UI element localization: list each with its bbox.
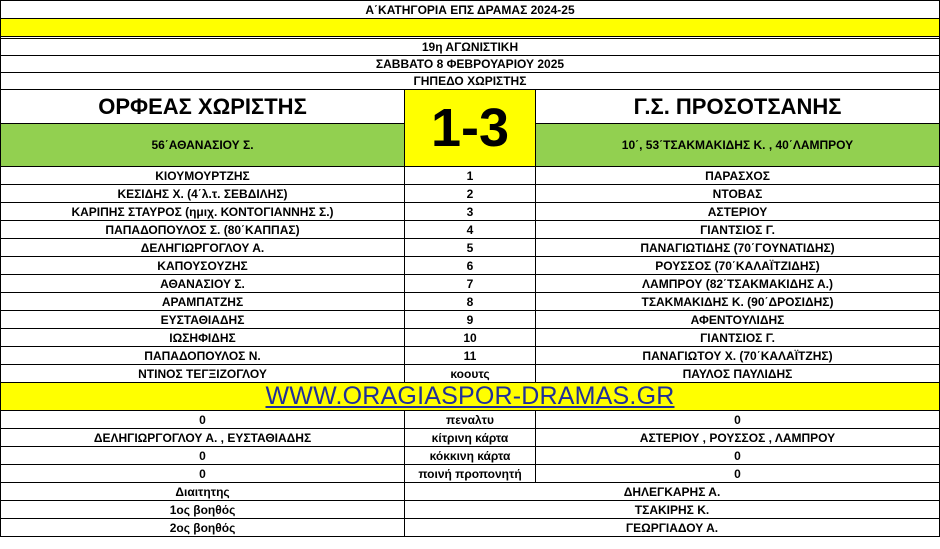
lineup-home-player: ΑΡΑΜΠΑΤΖΗΣ [0, 292, 405, 311]
lineup-away-player: ΓΙΑΝΤΣΙΟΣ Γ. [535, 220, 940, 239]
lineup-away-player: ΠΑΝΑΓΙΩΤΙΔΗΣ (70΄ΓΟΥΝΑΤΙΔΗΣ) [535, 238, 940, 257]
lineup-away-player: ΑΣΤΕΡΙΟΥ [535, 202, 940, 221]
official-name: ΓΕΩΡΓΙΑΔΟΥ Α. [404, 518, 940, 537]
lineup-away-player: ΓΙΑΝΤΣΙΟΣ Γ. [535, 328, 940, 347]
away-team-name: Γ.Σ. ΠΡΟΣΟΤΣΑΝΗΣ [535, 89, 940, 124]
lineup-home-player: ΚΙΟΥΜΟΥΡΤΖΗΣ [0, 166, 405, 185]
lineup-number: 1 [404, 166, 536, 185]
lineup-number: 2 [404, 184, 536, 203]
stat-label: ποινή προπονητή [404, 464, 536, 483]
lineup-number: 3 [404, 202, 536, 221]
lineup-number: 6 [404, 256, 536, 275]
final-score: 1-3 [404, 89, 536, 167]
lineup-home-player: ΚΑΡΙΠΗΣ ΣΤΑΥΡΟΣ (ημιχ. ΚΟΝΤΟΓΙΑΝΝΗΣ Σ.) [0, 202, 405, 221]
lineup-number: κοουτς [404, 364, 536, 383]
lineup-number: 4 [404, 220, 536, 239]
stat-away-value: 0 [535, 464, 940, 483]
lineup-away-player: ΝΤΟΒΑΣ [535, 184, 940, 203]
stat-label: κίτρινη κάρτα [404, 428, 536, 447]
lineup-number: 7 [404, 274, 536, 293]
lineup-home-player: ΙΩΣΗΦΙΔΗΣ [0, 328, 405, 347]
stat-away-value: 0 [535, 410, 940, 429]
lineup-home-player: ΠΑΠΑΔΟΠΟΥΛΟΣ Σ. (80΄ΚΑΠΠΑΣ) [0, 220, 405, 239]
lineup-away-player: ΡΟΥΣΣΟΣ (70΄ΚΑΛΑΪΤΖΙΔΗΣ) [535, 256, 940, 275]
lineup-home-player: ΝΤΙΝΟΣ ΤΕΓΞΙΖΟΓΛΟΥ [0, 364, 405, 383]
lineup-away-player: ΛΑΜΠΡΟΥ (82΄ΤΣΑΚΜΑΚΙΔΗΣ Α.) [535, 274, 940, 293]
lineup-number: 9 [404, 310, 536, 329]
lineup-home-player: ΑΘΑΝΑΣΙΟΥ Σ. [0, 274, 405, 293]
lineup-number: 8 [404, 292, 536, 311]
lineup-home-player: ΠΑΠΑΔΟΠΟΥΛΟΣ Ν. [0, 346, 405, 365]
lineup-away-player: ΠΑΡΑΣΧΟΣ [535, 166, 940, 185]
lineup-home-player: ΕΥΣΤΑΘΙΑΔΗΣ [0, 310, 405, 329]
website-link[interactable]: WWW.ORAGIASPOR-DRAMAS.GR [0, 382, 940, 411]
lineup-number: 5 [404, 238, 536, 257]
matchday: 19η ΑΓΩΝΙΣΤΙΚΗ [0, 38, 940, 56]
lineup-away-player: ΠΑΝΑΓΙΩΤΟΥ Χ. (70΄ΚΑΛΑΪΤΖΗΣ) [535, 346, 940, 365]
lineup-home-player: ΔΕΛΗΓΙΩΡΓΟΓΛΟΥ Α. [0, 238, 405, 257]
home-scorers: 56΄ΑΘΑΝΑΣΙΟΥ Σ. [0, 123, 405, 167]
official-name: ΤΣΑΚΙΡΗΣ Κ. [404, 500, 940, 519]
match-date: ΣΑΒΒΑΤΟ 8 ΦΕΒΡΟΥΑΡΙΟΥ 2025 [0, 55, 940, 73]
official-role: Διαιτητης [0, 482, 405, 501]
stat-away-value: 0 [535, 446, 940, 465]
official-role: 1ος βοηθός [0, 500, 405, 519]
lineup-away-player: ΑΦΕΝΤΟΥΛΙΔΗΣ [535, 310, 940, 329]
stat-label: πεναλτυ [404, 410, 536, 429]
stat-home-value: ΔΕΛΗΓΙΩΡΓΟΓΛΟΥ Α. , ΕΥΣΤΑΘΙΑΔΗΣ [0, 428, 405, 447]
lineup-home-player: ΚΑΠΟΥΣΟΥΖΗΣ [0, 256, 405, 275]
lineup-away-player: ΤΣΑΚΜΑΚΙΔΗΣ Κ. (90΄ΔΡΟΣΙΔΗΣ) [535, 292, 940, 311]
stat-home-value: 0 [0, 410, 405, 429]
stat-home-value: 0 [0, 464, 405, 483]
away-scorers: 10΄, 53΄ΤΣΑΚΜΑΚΙΔΗΣ Κ. , 40΄ΛΑΜΠΡΟΥ [535, 123, 940, 167]
lineup-number: 11 [404, 346, 536, 365]
stat-home-value: 0 [0, 446, 405, 465]
official-role: 2ος βοηθός [0, 518, 405, 537]
header-yellow-band [0, 18, 940, 37]
stat-label: κόκκινη κάρτα [404, 446, 536, 465]
league-title: Α΄ΚΑΤΗΓΟΡΙΑ ΕΠΣ ΔΡΑΜΑΣ 2024-25 [0, 0, 940, 19]
lineup-away-player: ΠΑΥΛΟΣ ΠΑΥΛΙΔΗΣ [535, 364, 940, 383]
venue: ΓΗΠΕΔΟ ΧΩΡΙΣΤΗΣ [0, 72, 940, 90]
lineup-number: 10 [404, 328, 536, 347]
home-team-name: ΟΡΦΕΑΣ ΧΩΡΙΣΤΗΣ [0, 89, 405, 124]
lineup-home-player: ΚΕΣΙΔΗΣ Χ. (4΄λ.τ. ΣΕΒΔΙΛΗΣ) [0, 184, 405, 203]
official-name: ΔΗΛΕΓΚΑΡΗΣ Α. [404, 482, 940, 501]
stat-away-value: ΑΣΤΕΡΙΟΥ , ΡΟΥΣΣΟΣ , ΛΑΜΠΡΟΥ [535, 428, 940, 447]
